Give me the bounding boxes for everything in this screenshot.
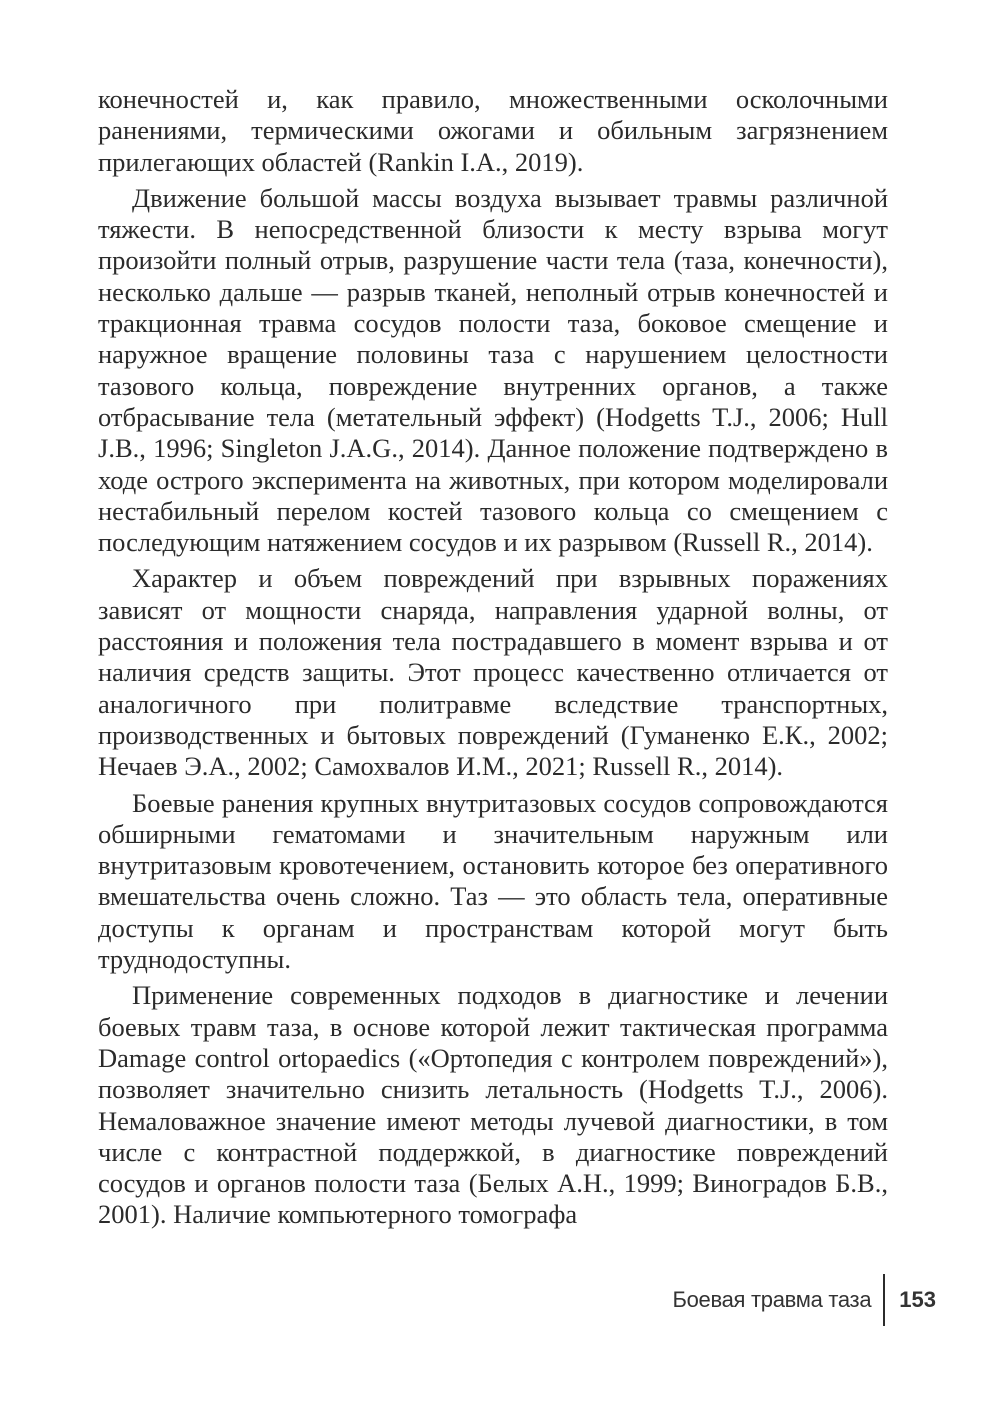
page-number: 153 <box>899 1287 936 1312</box>
page-footer <box>672 1274 936 1326</box>
paragraph-modern-approaches: Применение современных подходов в диагностике и лечении боевых травм таза, в основе которой лежит тактическая программа Damage control ortopaedics («Ортопедия с контролем повреждений»), позволяет значительно снизить летальность (Hodgetts T.J., 2006). Немаловажное значение имеют методы лучевой диагностики, в том числе с контрастной поддержкой, в диагностике повреждений сосудов и органов полости таза (Белых А.Н., 1999; Виноградов Б.В., 2001). Наличие компьютерного томографа <box>98 980 888 1230</box>
paragraph-continued: конечностей и, как правило, множественными осколочными ранениями, термическими ожогами и обильным загрязнением прилегающих областей (Rankin I.A., 2019). <box>98 84 888 177</box>
running-title: Боевая травма таза <box>672 1287 872 1312</box>
body-text <box>98 84 888 1231</box>
paragraph-injury-character: Характер и объем повреждений при взрывных поражениях зависят от мощности снаряда, направления ударной волны, от расстояния и положения тела пострадавшего в момент взрыва и от наличия средств защиты. Этот процесс качественно отличается от аналогичного при политравме вследствие транспортных, производственных и бытовых повреждений (Гуманенко Е.К., 2002; Нечаев Э.А., 2002; Самохвалов И.М., 2021; Russell R., 2014). <box>98 563 888 782</box>
paragraph-blast-injuries: Движение большой массы воздуха вызывает травмы различной тяжести. В непосредственной близости к месту взрыва могут произойти полный отрыв, разрушение части тела (таза, конечности), несколько дальше — разрыв тканей, неполный отрыв конечностей и тракционная травма сосудов полости таза, боковое смещение и наружное вращение половины таза с нарушением целостности тазового кольца, повреждение внутренних органов, а также отбрасывание тела (метательный эффект) (Hodgetts T.J., 2006; Hull J.B., 1996; Singleton J.A.G., 2014). Данное положение подтверждено в ходе острого эксперимента на животных, при котором моделировали нестабильный перелом костей тазового кольца со смещением с последующим натяжением сосудов и их разрывом (Russell R., 2014). <box>98 182 888 558</box>
paragraph-vessel-wounds: Боевые ранения крупных внутритазовых сосудов сопровождаются обширными гематомами и значительным наружным или внутритазовым кровотечением, остановить которое без оперативного вмешательства очень сложно. Таз — это область тела, оперативные доступы к органам и пространствам которой могут быть труднодоступны. <box>98 787 888 975</box>
